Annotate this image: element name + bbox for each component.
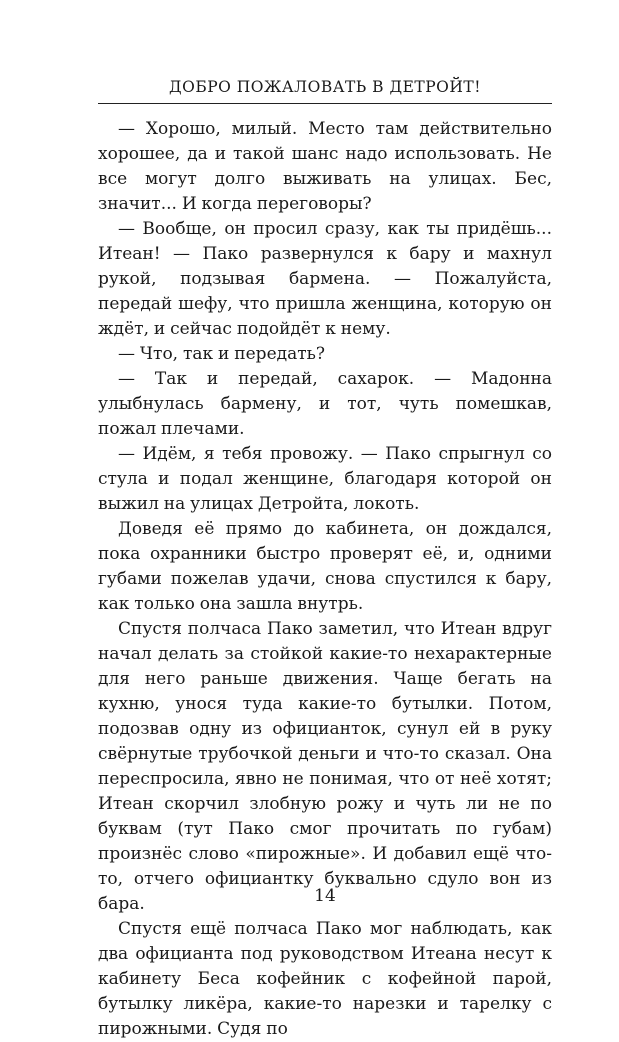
paragraph: Спустя ещё полчаса Пако мог наблюдать, как два официанта под руководством Итеана несут к кабинету Беса кофейник с кофейной парой, бутылку ликёра, какие-то нарезки и тарелку с пирожными. Судя по: [98, 919, 552, 1039]
running-head: ДОБРО ПОЖАЛОВАТЬ В ДЕТРОЙТ!: [169, 78, 481, 96]
paragraph: — Что, так и передать?: [118, 344, 326, 364]
paragraph: — Хорошо, милый. Место там действительно хорошее, да и такой шанс надо использовать. Не все могут долго выживать на улицах. Бес, значит... И когда переговоры?: [98, 119, 552, 214]
paragraph: — Так и передай, сахарок. — Мадонна улыбнулась бармену, и тот, чуть помешкав, пожал плечами.: [98, 369, 552, 439]
page-number: 14: [314, 886, 336, 906]
paragraph: Спустя полчаса Пако заметил, что Итеан вдруг начал делать за стойкой какие-то нехарактерные для него раньше движения. Чаще бегать на кухню, унося туда какие-то бутылки. Потом, подозвав одну из официанток, сунул ей в руку свёрнутые трубочкой деньги и что-то сказал. Она переспросила, явно не понимая, что от неё хотят; Итеан скорчил злобную рожу и чуть ли не по буквам (тут Пако смог прочитать по губам) произнёс слово «пирожные». И добавил ещё что-то, отчего официантку буквально сдуло вон из бара.: [98, 619, 552, 914]
header-rule: [98, 103, 552, 104]
paragraph: Доведя её прямо до кабинета, он дождался, пока охранники быстро проверят её, и, одними губами пожелав удачи, снова спустился к бару, как только она зашла внутрь.: [98, 519, 552, 614]
paragraph: — Вообще, он просил сразу, как ты придёшь... Итеан! — Пако развернулся к бару и махнул рукой, подзывая бармена. — Пожалуйста, передай шефу, что пришла женщина, которую он ждёт, и сейчас подойдёт к нему.: [98, 219, 552, 339]
paragraph: — Идём, я тебя провожу. — Пако спрыгнул со стула и подал женщине, благодаря которой он выжил на улицах Детройта, локоть.: [98, 444, 552, 514]
